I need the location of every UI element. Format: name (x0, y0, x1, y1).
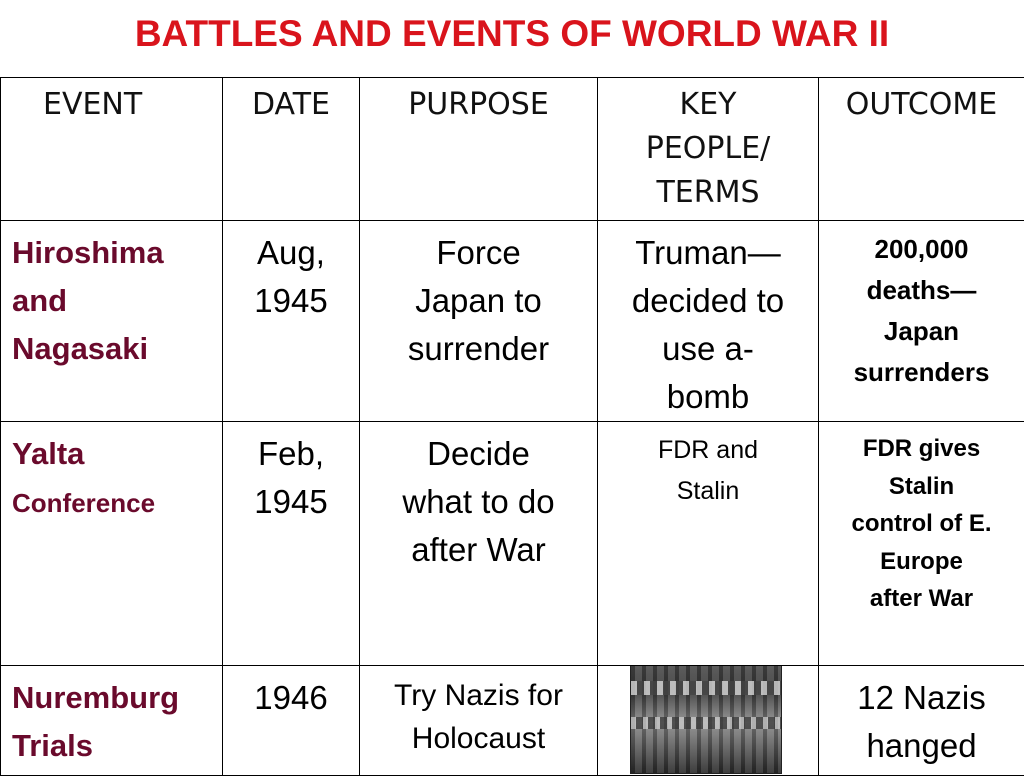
purpose-line: surrender (408, 330, 549, 367)
outcome-cell (819, 422, 1024, 666)
key-line: use a- (662, 330, 754, 367)
header-purpose: PURPOSE (360, 78, 598, 221)
date-line: 1945 (254, 282, 327, 319)
outcome-cell (819, 221, 1024, 422)
key-line: Truman— (635, 234, 780, 271)
purpose-line: Japan to (415, 282, 542, 319)
header-key-line: TERMS (656, 175, 759, 210)
outcome-line: surrenders (854, 357, 990, 387)
outcome-line: Japan (884, 316, 959, 346)
purpose-cell (360, 221, 598, 422)
event-line: Conference (12, 488, 155, 518)
outcome-line: FDR gives (863, 435, 980, 462)
date-line: Feb, (258, 435, 324, 472)
header-date: DATE (223, 78, 360, 221)
purpose-line: after War (411, 531, 545, 568)
event-line: Hiroshima (12, 235, 164, 270)
purpose-line: Holocaust (412, 722, 545, 755)
event-line: Trials (12, 728, 93, 763)
purpose-line: Force (436, 234, 520, 271)
key-line: decided to (632, 282, 784, 319)
outcome-line: deaths— (867, 275, 977, 305)
event-line: Yalta (12, 436, 84, 471)
page-title: BATTLES AND EVENTS OF WORLD WAR II (0, 8, 1024, 60)
key-line: bomb (667, 378, 750, 415)
table-row (1, 221, 1024, 422)
outcome-line: Europe (880, 548, 963, 575)
event-line: Nagasaki (12, 331, 148, 366)
date-line: 1945 (254, 483, 327, 520)
date-line: Aug, (257, 234, 325, 271)
date-line: 1946 (254, 679, 327, 716)
event-cell (1, 666, 223, 776)
outcome-cell (819, 666, 1024, 776)
event-cell (1, 422, 223, 666)
outcome-line: control of E. (852, 510, 992, 537)
outcome-line: Stalin (889, 473, 954, 500)
header-outcome: OUTCOME (819, 78, 1024, 221)
key-line: FDR and (658, 436, 758, 464)
header-key-line: PEOPLE/ (646, 131, 771, 166)
purpose-line: Try Nazis for (394, 679, 563, 712)
event-line: and (12, 283, 67, 318)
events-table (0, 77, 1024, 776)
outcome-line: 200,000 (875, 234, 969, 264)
table-row (1, 422, 1024, 666)
courtroom-photo (630, 666, 782, 775)
date-cell (223, 666, 360, 776)
outcome-line: hanged (866, 727, 976, 764)
date-cell (223, 221, 360, 422)
purpose-line: what to do (402, 483, 554, 520)
purpose-cell (360, 422, 598, 666)
event-line: Nuremburg (12, 680, 179, 715)
key-people-cell (598, 221, 819, 422)
outcome-line: after War (870, 585, 973, 612)
table-row (1, 666, 1024, 776)
date-cell (223, 422, 360, 666)
key-people-cell (598, 666, 819, 776)
header-key-line: KEY (680, 87, 737, 122)
header-event: EVENT (1, 78, 223, 221)
header-row (1, 78, 1024, 221)
key-line: Stalin (677, 477, 740, 505)
purpose-cell (360, 666, 598, 776)
header-key-people (598, 78, 819, 221)
event-cell (1, 221, 223, 422)
purpose-line: Decide (427, 435, 530, 472)
outcome-line: 12 Nazis (857, 679, 985, 716)
key-people-cell (598, 422, 819, 666)
